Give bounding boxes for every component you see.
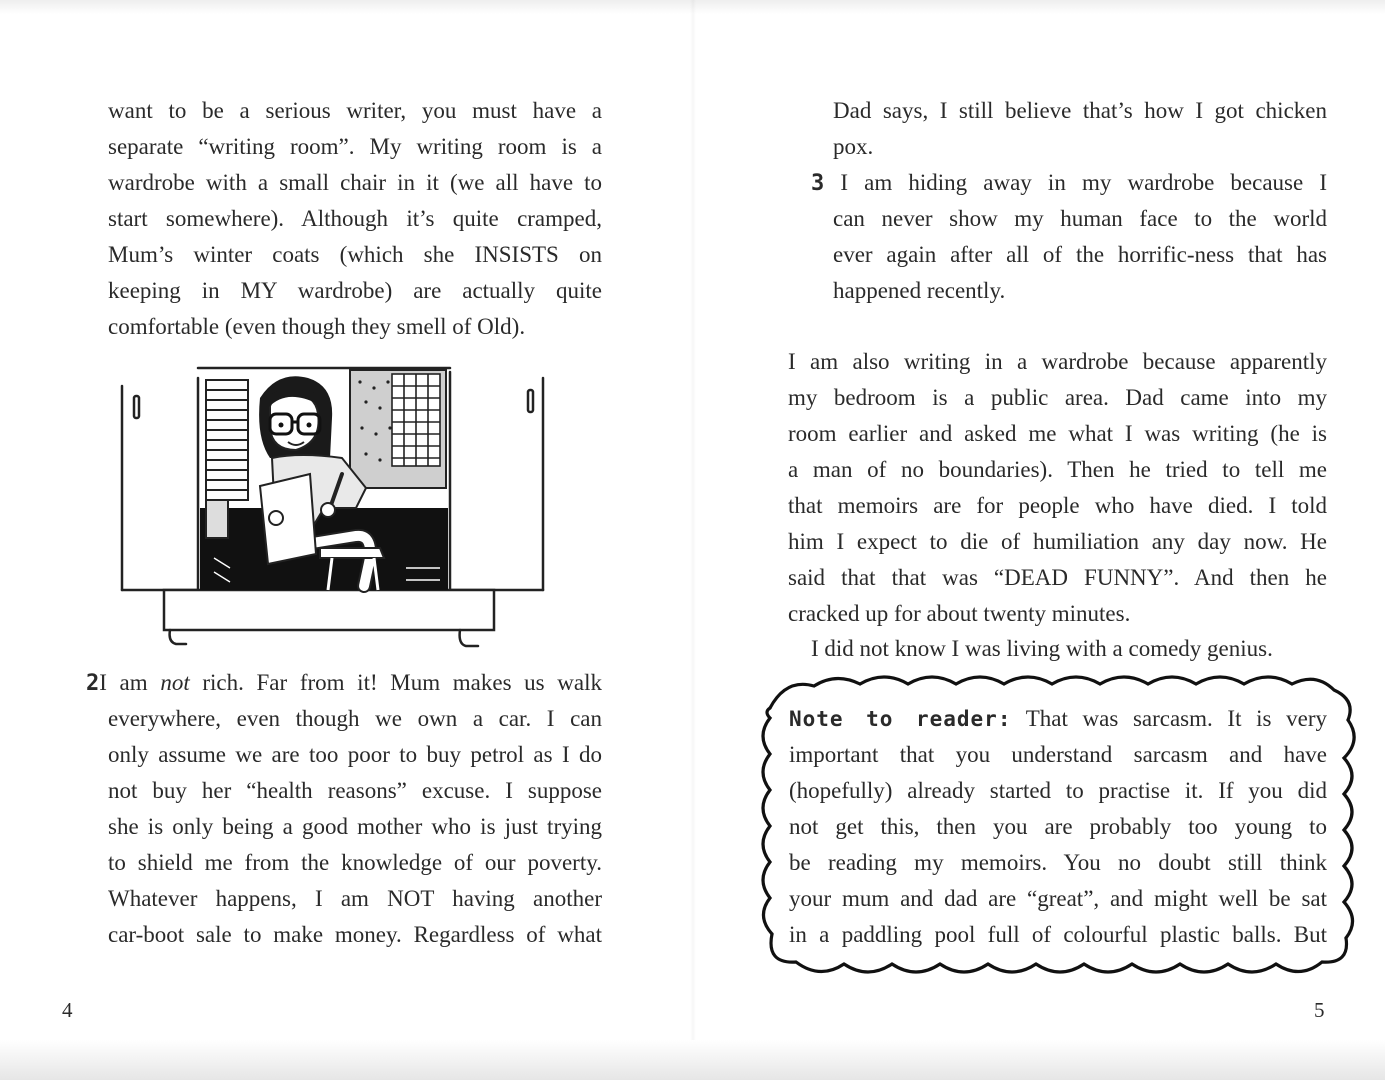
- note-line: in a paddling pool full of colourful plastic balls. But: [789, 922, 1327, 947]
- text-line: can never show my human face to the world: [833, 206, 1327, 231]
- emphasis-text: not: [160, 670, 190, 695]
- page-number-left: 4: [62, 998, 73, 1022]
- text-line: separate “writing room”. My writing room is a: [108, 134, 602, 159]
- text-line: start somewhere). Although it’s quite cramped,: [108, 206, 602, 231]
- text-line: wardrobe with a small chair in it (we all have to: [108, 170, 602, 195]
- text-line: Whatever happens, I am NOT having another: [108, 886, 602, 911]
- wardrobe-illustration: [110, 358, 610, 658]
- text-line: I did not know I was living with a comedy genius.: [811, 636, 1273, 661]
- text-fragment: I am hiding away in my wardrobe because I: [840, 170, 1327, 195]
- text-line: car-boot sale to make money. Regardless of what: [108, 922, 602, 947]
- text-line: everywhere, even though we own a car. I can: [108, 706, 602, 731]
- text-line: Dad says, I still believe that’s how I got chicken: [833, 98, 1327, 123]
- list-number: 3: [811, 171, 825, 196]
- book-gutter: [690, 0, 696, 1080]
- text-line: only assume we are too poor to buy petrol as I do: [108, 742, 602, 767]
- text-line: Mum’s winter coats (which she INSISTS on: [108, 242, 602, 267]
- list-number: 2: [86, 671, 100, 696]
- note-line: your mum and dad are “great”, and might well be sat: [789, 886, 1327, 911]
- text-line: pox.: [833, 134, 874, 159]
- text-line: ever again after all of the horrific-ness that has: [833, 242, 1327, 267]
- page-bottom-edge: [0, 1040, 1385, 1080]
- text-line: a man of no boundaries). Then he tried to tell me: [788, 457, 1327, 482]
- text-fragment: That was sarcasm. It is very: [1011, 706, 1327, 731]
- text-line: comfortable (even though they smell of Old).: [108, 314, 526, 339]
- text-line: she is only being a good mother who is just trying: [108, 814, 602, 839]
- note-line: important that you understand sarcasm and have: [789, 742, 1327, 767]
- text-line: keeping in MY wardrobe) are actually quite: [108, 278, 602, 303]
- text-fragment: rich. Far from it! Mum makes us walk: [189, 670, 602, 695]
- text-line: not buy her “health reasons” excuse. I suppose: [108, 778, 602, 803]
- text-line: to shield me from the knowledge of our poverty.: [108, 850, 602, 875]
- list-item-2-first-line: [86, 665, 602, 701]
- page-number-right: 5: [1314, 998, 1325, 1022]
- note-first-line: [789, 701, 1327, 737]
- text-line: I am also writing in a wardrobe because apparently: [788, 349, 1327, 374]
- text-fragment: I am: [99, 670, 161, 695]
- note-label: Note to reader:: [789, 707, 1012, 731]
- text-line: want to be a serious writer, you must have a: [108, 98, 602, 123]
- note-line: not get this, then you are probably too young to: [789, 814, 1327, 839]
- text-line: happened recently.: [833, 278, 1006, 303]
- text-line: that memoirs are for people who have died. I told: [788, 493, 1327, 518]
- note-line: be reading my memoirs. You no doubt still think: [789, 850, 1327, 875]
- text-line: my bedroom is a public area. Dad came into my: [788, 385, 1327, 410]
- text-line: cracked up for about twenty minutes.: [788, 601, 1131, 626]
- list-item-3-first-line: [811, 165, 1327, 201]
- text-line: him I expect to die of humiliation any day now. He: [788, 529, 1327, 554]
- text-line: room earlier and asked me what I was writing (he is: [788, 421, 1327, 446]
- note-line: (hopefully) already started to practise it. If you did: [789, 778, 1327, 803]
- text-line: said that that was “DEAD FUNNY”. And then he: [788, 565, 1327, 590]
